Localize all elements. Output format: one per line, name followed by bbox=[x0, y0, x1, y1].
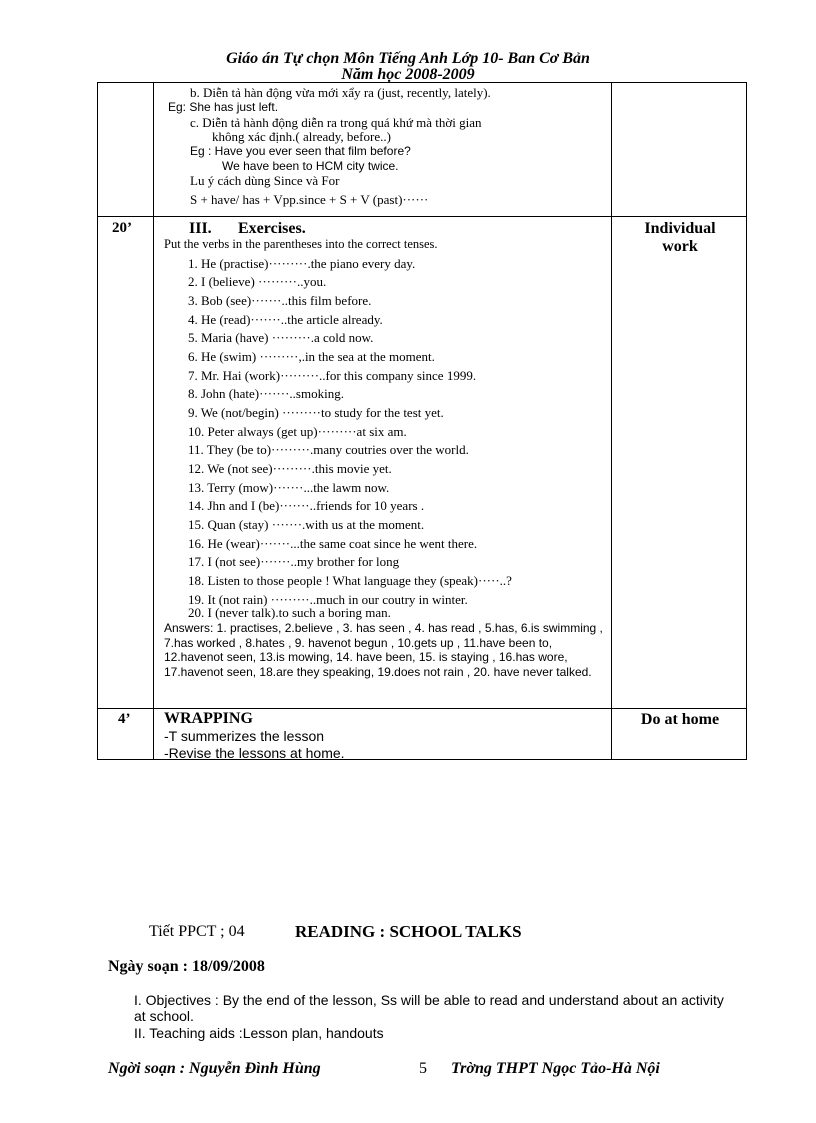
exercise-item: 11. They (be to)·········.many coutries over the world. bbox=[188, 442, 469, 457]
exercise-item: 10. Peter always (get up)·········at six am. bbox=[188, 424, 407, 439]
column-divider bbox=[153, 83, 154, 759]
document-header-year: Năm học 2008-2009 bbox=[341, 66, 475, 83]
document-header-title: Giáo án Tự chọn Môn Tiếng Anh Lớp 10- Ban Cơ Bản bbox=[226, 50, 590, 67]
exercise-answers: Answers: 1. practises, 2.believe , 3. has seen , 4. has read , 5.has, 6.is swimming , 7.has worked , 8.hates , 9. havenot begun , 10.gets up , 11.have been to, 12.havenot seen, 13.is mowing, 14. have been, 15. is staying , 16.has wore, 17.havenot seen, 18.are they speaking, 19.does not rain , 20. have never talked. bbox=[164, 621, 603, 679]
lesson-table bbox=[97, 82, 747, 760]
exercise-item: 18. Listen to those people ! What language they (speak)·····..? bbox=[188, 573, 512, 588]
grammar-example-1: Eg: She has just left. bbox=[168, 100, 279, 114]
exercise-mode-line1: Individual bbox=[644, 220, 716, 237]
grammar-note: Lu ý cách dùng Since và For bbox=[190, 173, 340, 188]
exercise-instruction: Put the verbs in the parentheses into the correct tenses. bbox=[164, 237, 438, 251]
exercise-time: 20’ bbox=[112, 220, 132, 236]
exercise-mode-line2: work bbox=[662, 238, 698, 255]
grammar-formula: S + have/ has + Vpp.since + S + V (past)······ bbox=[190, 192, 429, 207]
wrapping-line-2: -Revise the lessons at home. bbox=[164, 746, 345, 760]
exercise-item: 2. I (believe) ·········..you. bbox=[188, 274, 327, 289]
grammar-example-2b: We have been to HCM city twice. bbox=[222, 159, 399, 173]
footer-author: Ngời soạn : Nguyễn Đình Hùng bbox=[108, 1060, 321, 1077]
reading-teaching-aids: II. Teaching aids :Lesson plan, handouts bbox=[134, 1025, 384, 1041]
reading-date: Ngày soạn : 18/09/2008 bbox=[108, 958, 265, 975]
wrapping-mode: Do at home bbox=[640, 711, 720, 728]
exercise-item: 4. He (read)·······..the article already. bbox=[188, 312, 383, 327]
wrapping-time: 4’ bbox=[118, 711, 131, 727]
exercise-heading: Exercises. bbox=[238, 220, 306, 237]
exercise-item: 19. It (not rain) ·········..much in our coutry in winter. bbox=[188, 592, 468, 607]
exercise-item: 13. Terry (mow)·······...the lawm now. bbox=[188, 480, 390, 495]
exercise-item: 3. Bob (see)·······..this film before. bbox=[188, 293, 372, 308]
exercise-item: 1. He (practise)·········.the piano every day. bbox=[188, 256, 416, 271]
grammar-example-2a: Eg : Have you ever seen that film before? bbox=[190, 144, 411, 158]
reading-objectives: I. Objectives : By the end of the lesson, Ss will be able to read and understand about an activity at school. bbox=[134, 992, 724, 1024]
exercise-item: 16. He (wear)·······...the same coat since he went there. bbox=[188, 536, 478, 551]
exercise-item: 17. I (not see)·······..my brother for long bbox=[188, 554, 400, 569]
footer-school: Trờng THPT Ngọc Tảo-Hà Nội bbox=[451, 1060, 660, 1077]
grammar-point-c-line2: không xác định.( already, before..) bbox=[212, 129, 391, 144]
exercise-item: 15. Quan (stay) ·······.with us at the moment. bbox=[188, 517, 425, 532]
reading-period: Tiết PPCT ; 04 bbox=[149, 923, 245, 940]
row-divider bbox=[98, 216, 746, 217]
exercise-item: 8. John (hate)·······..smoking. bbox=[188, 386, 344, 401]
exercise-item: 7. Mr. Hai (work)·········..for this company since 1999. bbox=[188, 368, 477, 383]
column-divider bbox=[611, 83, 612, 759]
footer-page-number: 5 bbox=[419, 1060, 427, 1077]
wrapping-line-1: -T summerizes the lesson bbox=[164, 728, 325, 744]
exercise-item: 9. We (not/begin) ·········to study for the test yet. bbox=[188, 405, 444, 420]
grammar-point-c-line1: c. Diễn tả hành động diễn ra trong quá khứ mà thời gian bbox=[190, 115, 482, 130]
reading-title: READING : SCHOOL TALKS bbox=[295, 922, 522, 941]
exercise-item: 6. He (swim) ·········,.in the sea at the moment. bbox=[188, 349, 435, 364]
exercise-item: 14. Jhn and I (be)·······..friends for 10 years . bbox=[188, 498, 425, 513]
grammar-point-b: b. Diễn tả hàn động vừa mới xẩy ra (just, recently, lately). bbox=[190, 85, 491, 100]
wrapping-heading: WRAPPING bbox=[164, 710, 253, 727]
row-divider bbox=[98, 708, 746, 709]
exercise-item: 12. We (not see)·········.this movie yet. bbox=[188, 461, 392, 476]
exercise-heading-number: III. bbox=[189, 220, 212, 237]
exercise-item: 5. Maria (have) ·········.a cold now. bbox=[188, 330, 374, 345]
exercise-item: 20. I (never talk).to such a boring man. bbox=[188, 605, 391, 620]
